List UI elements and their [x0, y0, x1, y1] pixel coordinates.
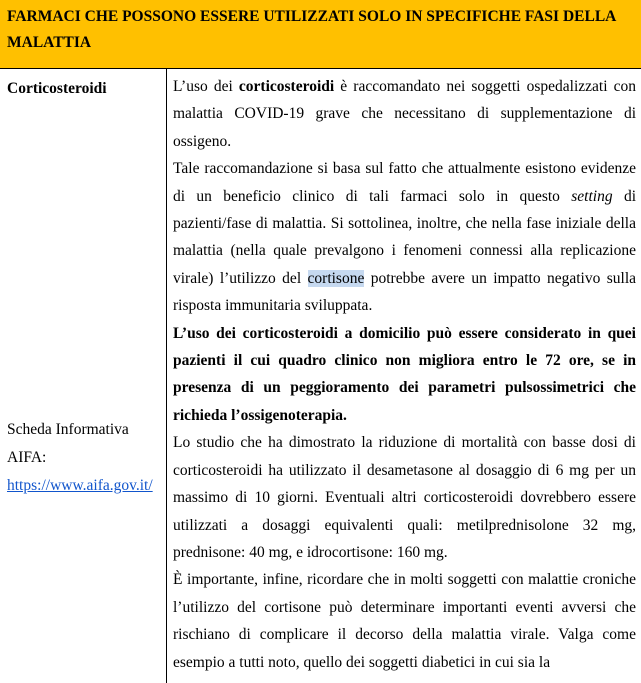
p2-italic-term: setting [571, 187, 613, 205]
paragraph-1 [173, 73, 636, 155]
right-column [167, 69, 641, 683]
p2-text-e: potrebbe avere un impatto negativo sulla risposta immunitaria sviluppata. [173, 269, 637, 315]
paragraph-2 [173, 155, 636, 319]
p2-highlighted-term: cortisone [307, 269, 365, 287]
p2-text-a: Tale raccomandazione si basa sul fatto che attualmente esistono evidenze di un beneficio clinico di tali farmaci solo in questo [173, 160, 636, 205]
info-label-line1: Scheda Informativa [7, 421, 129, 438]
left-column [0, 69, 167, 683]
p1-text-c: è raccomandato nei soggetti ospedalizzati con malattia COVID-19 grave che necessitano di supplementazione di ossigeno. [173, 78, 636, 150]
p1-bold-term: corticosteroidi [238, 78, 335, 95]
drug-name: Corticosteroidi [7, 80, 107, 97]
header-title-line1: FARMACI CHE POSSONO ESSERE UTILIZZATI SOLO IN SPECIFICHE FASI DELLA [7, 8, 617, 25]
info-label-line2: AIFA: [7, 449, 47, 466]
info-block [7, 416, 153, 500]
aifa-link[interactable]: https://www.aifa.gov.it/ [7, 477, 153, 494]
p1-text-a: L’uso dei [173, 78, 239, 95]
p2-text-c: di pazienti/fase di malattia. Si sottolinea, inoltre, che nella fase iniziale della malattia (nella quale prevalgono i fenomeni connessi alla replicazione virale) l’utilizzo del [173, 187, 636, 287]
paragraph-4: Lo studio che ha dimostrato la riduzione di mortalità con basse dosi di corticosteroidi ha utilizzato il desametasone al dosaggio di 6 mg per un massimo di 10 giorni. Eventuali altri corticosteroidi dovrebbero essere utilizzati a dosaggi equivalenti quali: metilprednisolone 32 mg, prednisone: 40 mg, e idrocortisone: 160 mg. [173, 434, 636, 561]
paragraph-3: L’uso dei corticosteroidi a domicilio può essere considerato in quei pazienti il cui quadro clinico non migliora entro le 72 ore, se in presenza di un peggioramento dei parametri pulsossimetrici che richieda l’ossigenoterapia. [173, 324, 636, 424]
paragraph-5: È importante, infine, ricordare che in molti soggetti con malattie croniche l’utilizzo del cortisone può determinare importanti eventi avversi che rischiano di complicare il decorso della malattia virale. Valga come esempio a tutti noto, quello dei soggetti diabetici in cui sia la [173, 571, 636, 671]
table-header [0, 0, 641, 69]
header-title-line2: MALATTIA [7, 34, 92, 51]
